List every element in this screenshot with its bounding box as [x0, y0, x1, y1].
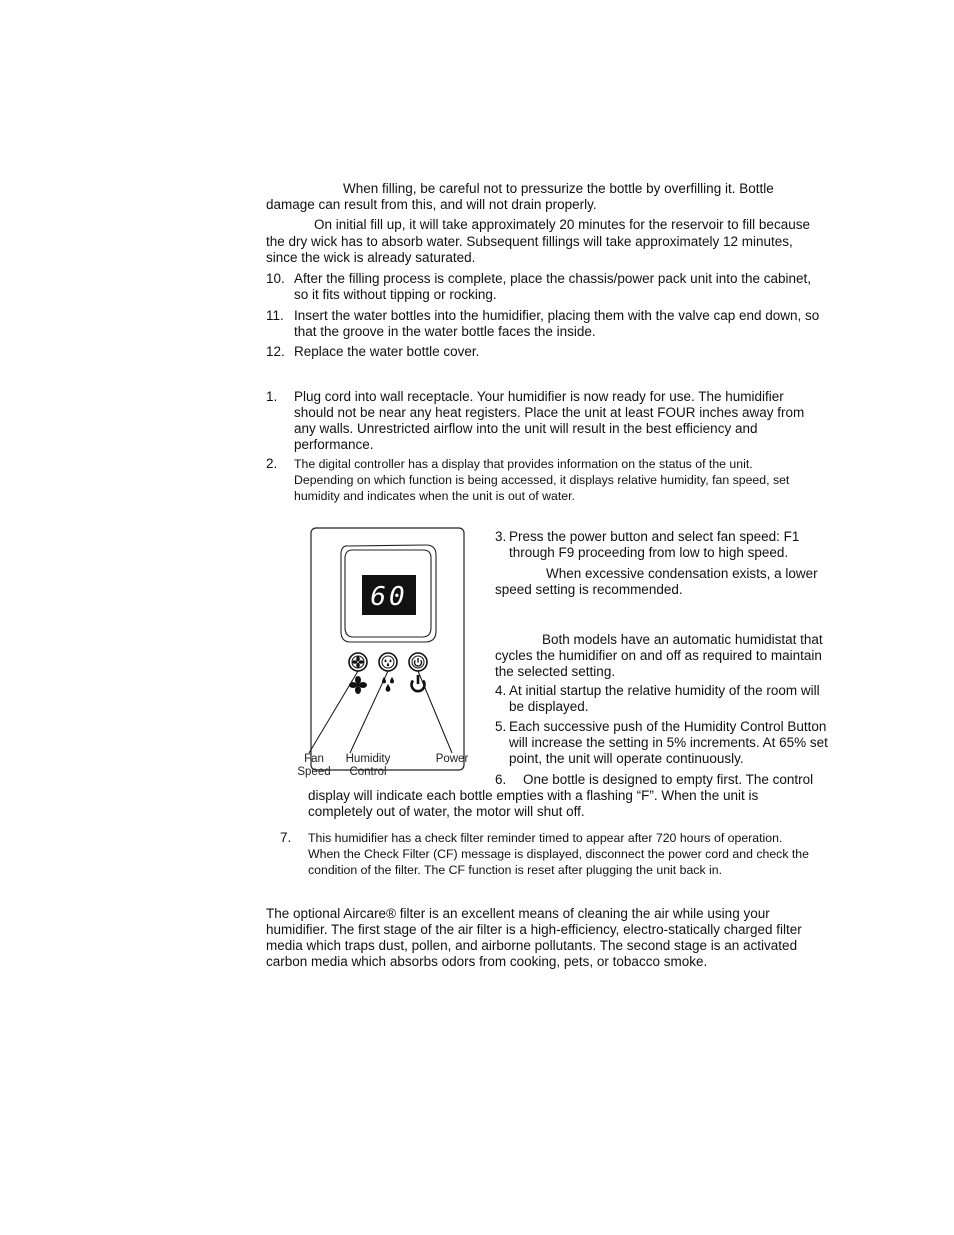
step-12-number: 12.: [266, 344, 285, 359]
step-12-line1: Replace the water bottle cover.: [294, 344, 480, 359]
aircare-line4: carbon media which absorbs odors from cooking, pets, or tobacco smoke.: [266, 954, 708, 969]
step-11-line1: Insert the water bottles into the humidifier, placing them with the valve cap end down, so: [294, 308, 820, 323]
display-value: 60: [370, 582, 408, 612]
power-label: Power: [435, 753, 469, 765]
aircare-line3: media which traps dust, pollen, and airborne pollutants. The second stage is an activated: [266, 938, 798, 953]
power-button[interactable]: [409, 653, 427, 671]
note-humidistat-line1: Both models have an automatic humidistat that: [542, 632, 823, 647]
op-step-1-line4: performance.: [294, 437, 374, 452]
step-7-line2: When the Check Filter (CF) message is displayed, disconnect the power cord and check the: [308, 847, 809, 861]
note-initial-fill-line1: On initial fill up, it will take approximately 20 minutes for the reservoir to fill because: [314, 217, 810, 232]
note-humidistat-line2: cycles the humidifier on and off as required to maintain: [495, 648, 822, 663]
step-10-number: 10.: [266, 271, 285, 286]
humidity-control-label: Humidity Control: [345, 753, 391, 778]
step-3-line1: Press the power button and select fan speed: F1: [509, 529, 800, 544]
control-panel-illustration: [290, 525, 480, 780]
step-7-number: 7.: [280, 830, 292, 845]
step-6-line3: completely out of water, the motor will shut off.: [308, 804, 585, 819]
step-10-line2: so it fits without tipping or rocking.: [294, 287, 497, 302]
op-step-2-line1: The digital controller has a display that provides information on the status of the unit.: [294, 457, 753, 471]
step-7-line3: condition of the filter. The CF function is reset after plugging the unit back in.: [308, 863, 723, 877]
control-panel-drawing: [290, 525, 480, 780]
step-3-line2: through F9 proceeding from low to high speed.: [509, 545, 789, 560]
step-3-number: 3.: [495, 529, 507, 544]
step-5-line1: Each successive push of the Humidity Control Button: [509, 719, 827, 734]
step-5-line3: point, the unit will operate continuously.: [509, 751, 744, 766]
humidity-control-button[interactable]: [379, 653, 397, 671]
note-initial-fill-line3: since the wick is already saturated.: [266, 250, 476, 265]
op-step-1-line2: should not be near any heat registers. Place the unit at least FOUR inches away from: [294, 405, 805, 420]
aircare-line1: The optional Aircare® filter is an excellent means of cleaning the air while using your: [266, 906, 770, 921]
op-step-2-number: 2.: [266, 456, 278, 471]
note-condensation-line1: When excessive condensation exists, a lower: [546, 566, 818, 581]
note-humidistat-line3: the selected setting.: [495, 664, 616, 679]
op-step-1-line1: Plug cord into wall receptacle. Your humidifier is now ready for use. The humidifier: [294, 389, 784, 404]
op-step-1-line3: any walls. Unrestricted airflow into the unit will result in the best efficiency and: [294, 421, 758, 436]
note-overfill-line1: When filling, be careful not to pressurize the bottle by overfilling it. Bottle: [343, 181, 774, 196]
op-step-1-number: 1.: [266, 389, 278, 404]
fan-speed-button[interactable]: [349, 653, 367, 671]
step-5-line2: will increase the setting in 5% increments. At 65% set: [509, 735, 828, 750]
step-6-line1: One bottle is designed to empty first. The control: [523, 772, 814, 787]
step-4-line1: At initial startup the relative humidity of the room will: [509, 683, 820, 698]
note-initial-fill-line2: the dry wick has to absorb water. Subsequent fillings will take approximately 12 minutes,: [266, 234, 793, 249]
step-4-number: 4.: [495, 683, 507, 698]
step-5-number: 5.: [495, 719, 507, 734]
step-11-number: 11.: [266, 308, 284, 323]
step-10-line1: After the filling process is complete, place the chassis/power pack unit into the cabinet,: [294, 271, 812, 286]
note-condensation-line2: speed setting is recommended.: [495, 582, 683, 597]
aircare-line2: humidifier. The first stage of the air filter is a high-efficiency, electro-statically charged filter: [266, 922, 802, 937]
op-step-2-line3: humidity and indicates when the unit is out of water.: [294, 489, 575, 503]
step-6-line2: display will indicate each bottle empties with a flashing “F”. When the unit is: [308, 788, 759, 803]
step-4-line2: be displayed.: [509, 699, 589, 714]
step-6-number: 6.: [495, 772, 507, 787]
op-step-2-line2: Depending on which function is being accessed, it displays relative humidity, fan speed, set: [294, 473, 790, 487]
step-7-line1: This humidifier has a check filter reminder timed to appear after 720 hours of operation.: [308, 831, 783, 845]
fan-speed-label: Fan Speed: [297, 753, 331, 778]
step-11-line2: that the groove in the water bottle faces the inside.: [294, 324, 596, 339]
note-overfill-line2: damage can result from this, and will not drain properly.: [266, 197, 597, 212]
